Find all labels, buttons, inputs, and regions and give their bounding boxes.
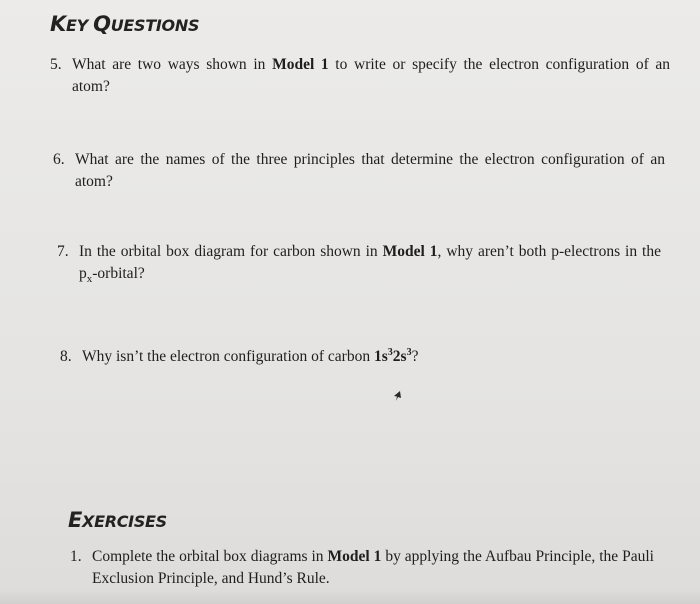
config-2s-superscript: 3 [406,347,412,358]
exercise-text: by applying the Aufbau Principle, the Pauli [381,548,654,565]
question-number: 5. [50,56,62,73]
question-line: What are the names of the three principles that determine the electron configuration of an [75,151,665,168]
question-line: atom? [75,173,113,190]
question-text: In the orbital box diagram for carbon shown in [79,243,383,260]
exercise-line [92,546,654,568]
question-line [72,54,670,76]
heading-initial-k: K [50,12,66,36]
config-2s: 2s [392,348,407,365]
question-number: 6. [53,151,65,168]
heading-initial-q: Q [93,12,111,36]
exercise-line: Exclusion Principle, and Hund’s Rule. [92,570,330,587]
mouse-pointer-icon [391,390,403,402]
question-text: What are two ways shown in [72,56,273,73]
heading-part-uestions: UESTIONS [110,16,200,35]
key-questions-heading [50,12,199,36]
question-text: -orbital? [92,265,145,282]
question-line [79,263,661,286]
heading-part-xercises: XERCISES [82,512,167,531]
model-reference: Model 1 [327,548,382,565]
exercise-text: Complete the orbital box diagrams in [92,548,328,565]
orbital-p: p [79,265,87,282]
question-text: Why isn’t the electron configuration of carbon [82,348,374,365]
config-1s: 1s [373,348,388,365]
question-line [82,346,482,370]
question-number: 7. [57,243,69,260]
config-1s-superscript: 3 [387,347,393,358]
question-line [79,241,661,263]
model-reference: Model 1 [382,243,438,260]
question-line: atom? [72,78,110,95]
exercises-heading [68,508,167,532]
orbital-subscript-x: x [86,273,93,285]
question-mark: ? [411,348,419,365]
heading-initial-e: E [68,508,83,532]
question-text: , why aren’t both p-electrons in the [437,243,661,260]
question-text: to write or specify the electron configuration of an [328,56,671,73]
page-bottom-shadow [0,590,700,604]
model-reference: Model 1 [272,56,329,73]
question-number: 8. [60,348,72,365]
heading-part-ey: EY [65,16,94,35]
exercise-number: 1. [70,548,82,565]
